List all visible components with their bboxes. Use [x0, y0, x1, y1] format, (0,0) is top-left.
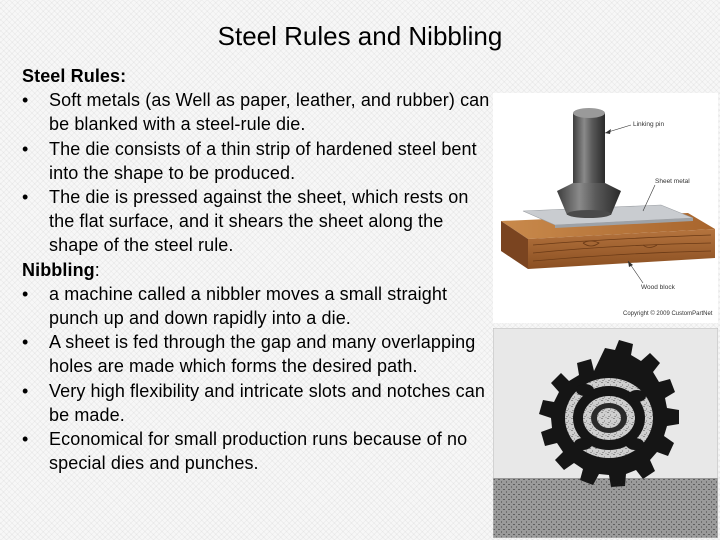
- bullet-icon: •: [22, 332, 29, 353]
- list-item: [22, 379, 492, 427]
- bullet-icon: •: [22, 138, 29, 159]
- punch-top: [573, 108, 605, 118]
- bullet-icon: •: [22, 187, 29, 208]
- nibbling-heading: Nibbling:: [22, 259, 100, 280]
- nibbling-list: [22, 282, 492, 476]
- nibbled-part-photo: [493, 328, 718, 538]
- bullet-text: Economical for small production runs because of no special dies and punches.: [49, 429, 468, 474]
- list-item: [22, 427, 492, 475]
- bullet-icon: •: [22, 429, 29, 450]
- steel-rules-list: [22, 88, 492, 257]
- bullet-icon: •: [22, 380, 29, 401]
- label-wood-block: Wood block: [641, 284, 675, 291]
- list-item: [22, 330, 492, 378]
- bullet-text: A sheet is fed through the gap and many overlapping holes are made which forms the desired path.: [49, 332, 476, 377]
- bullet-text: Soft metals (as Well as paper, leather, and rubber) can be blanked with a steel-rule die.: [49, 90, 490, 135]
- bullet-text: Very high flexibility and intricate slots and notches can be made.: [49, 380, 485, 425]
- list-item: [22, 282, 492, 330]
- photo-floor-texture: [493, 478, 718, 538]
- slide-content: [22, 64, 492, 475]
- punch-edge: [567, 210, 611, 218]
- label-sheet-metal: Sheet metal: [655, 178, 690, 185]
- label-punch: Linking pin: [633, 121, 665, 128]
- list-item: [22, 137, 492, 185]
- list-item: [22, 88, 492, 136]
- bullet-icon: •: [22, 90, 29, 111]
- bullet-text: The die is pressed against the sheet, which rests on the flat surface, and it shears the sheet along the shape of the steel rule.: [49, 187, 469, 256]
- bullet-icon: •: [22, 283, 29, 304]
- copyright-text: Copyright © 2009 CustomPartNet: [623, 311, 713, 317]
- bullet-text: The die consists of a thin strip of hardened steel bent into the shape to be produced.: [49, 138, 477, 183]
- slide-title: Steel Rules and Nibbling: [217, 21, 503, 51]
- nibbled-part-svg: [493, 328, 718, 538]
- steel-rules-heading: Steel Rules:: [22, 66, 127, 86]
- steel-rule-die-illustration: [493, 93, 718, 323]
- bullet-text: a machine called a nibbler moves a small straight punch up and down rapidly into a die.: [49, 283, 448, 329]
- list-item: [22, 185, 492, 258]
- steel-rule-die-svg: [493, 93, 718, 323]
- punch-shaft: [573, 113, 605, 185]
